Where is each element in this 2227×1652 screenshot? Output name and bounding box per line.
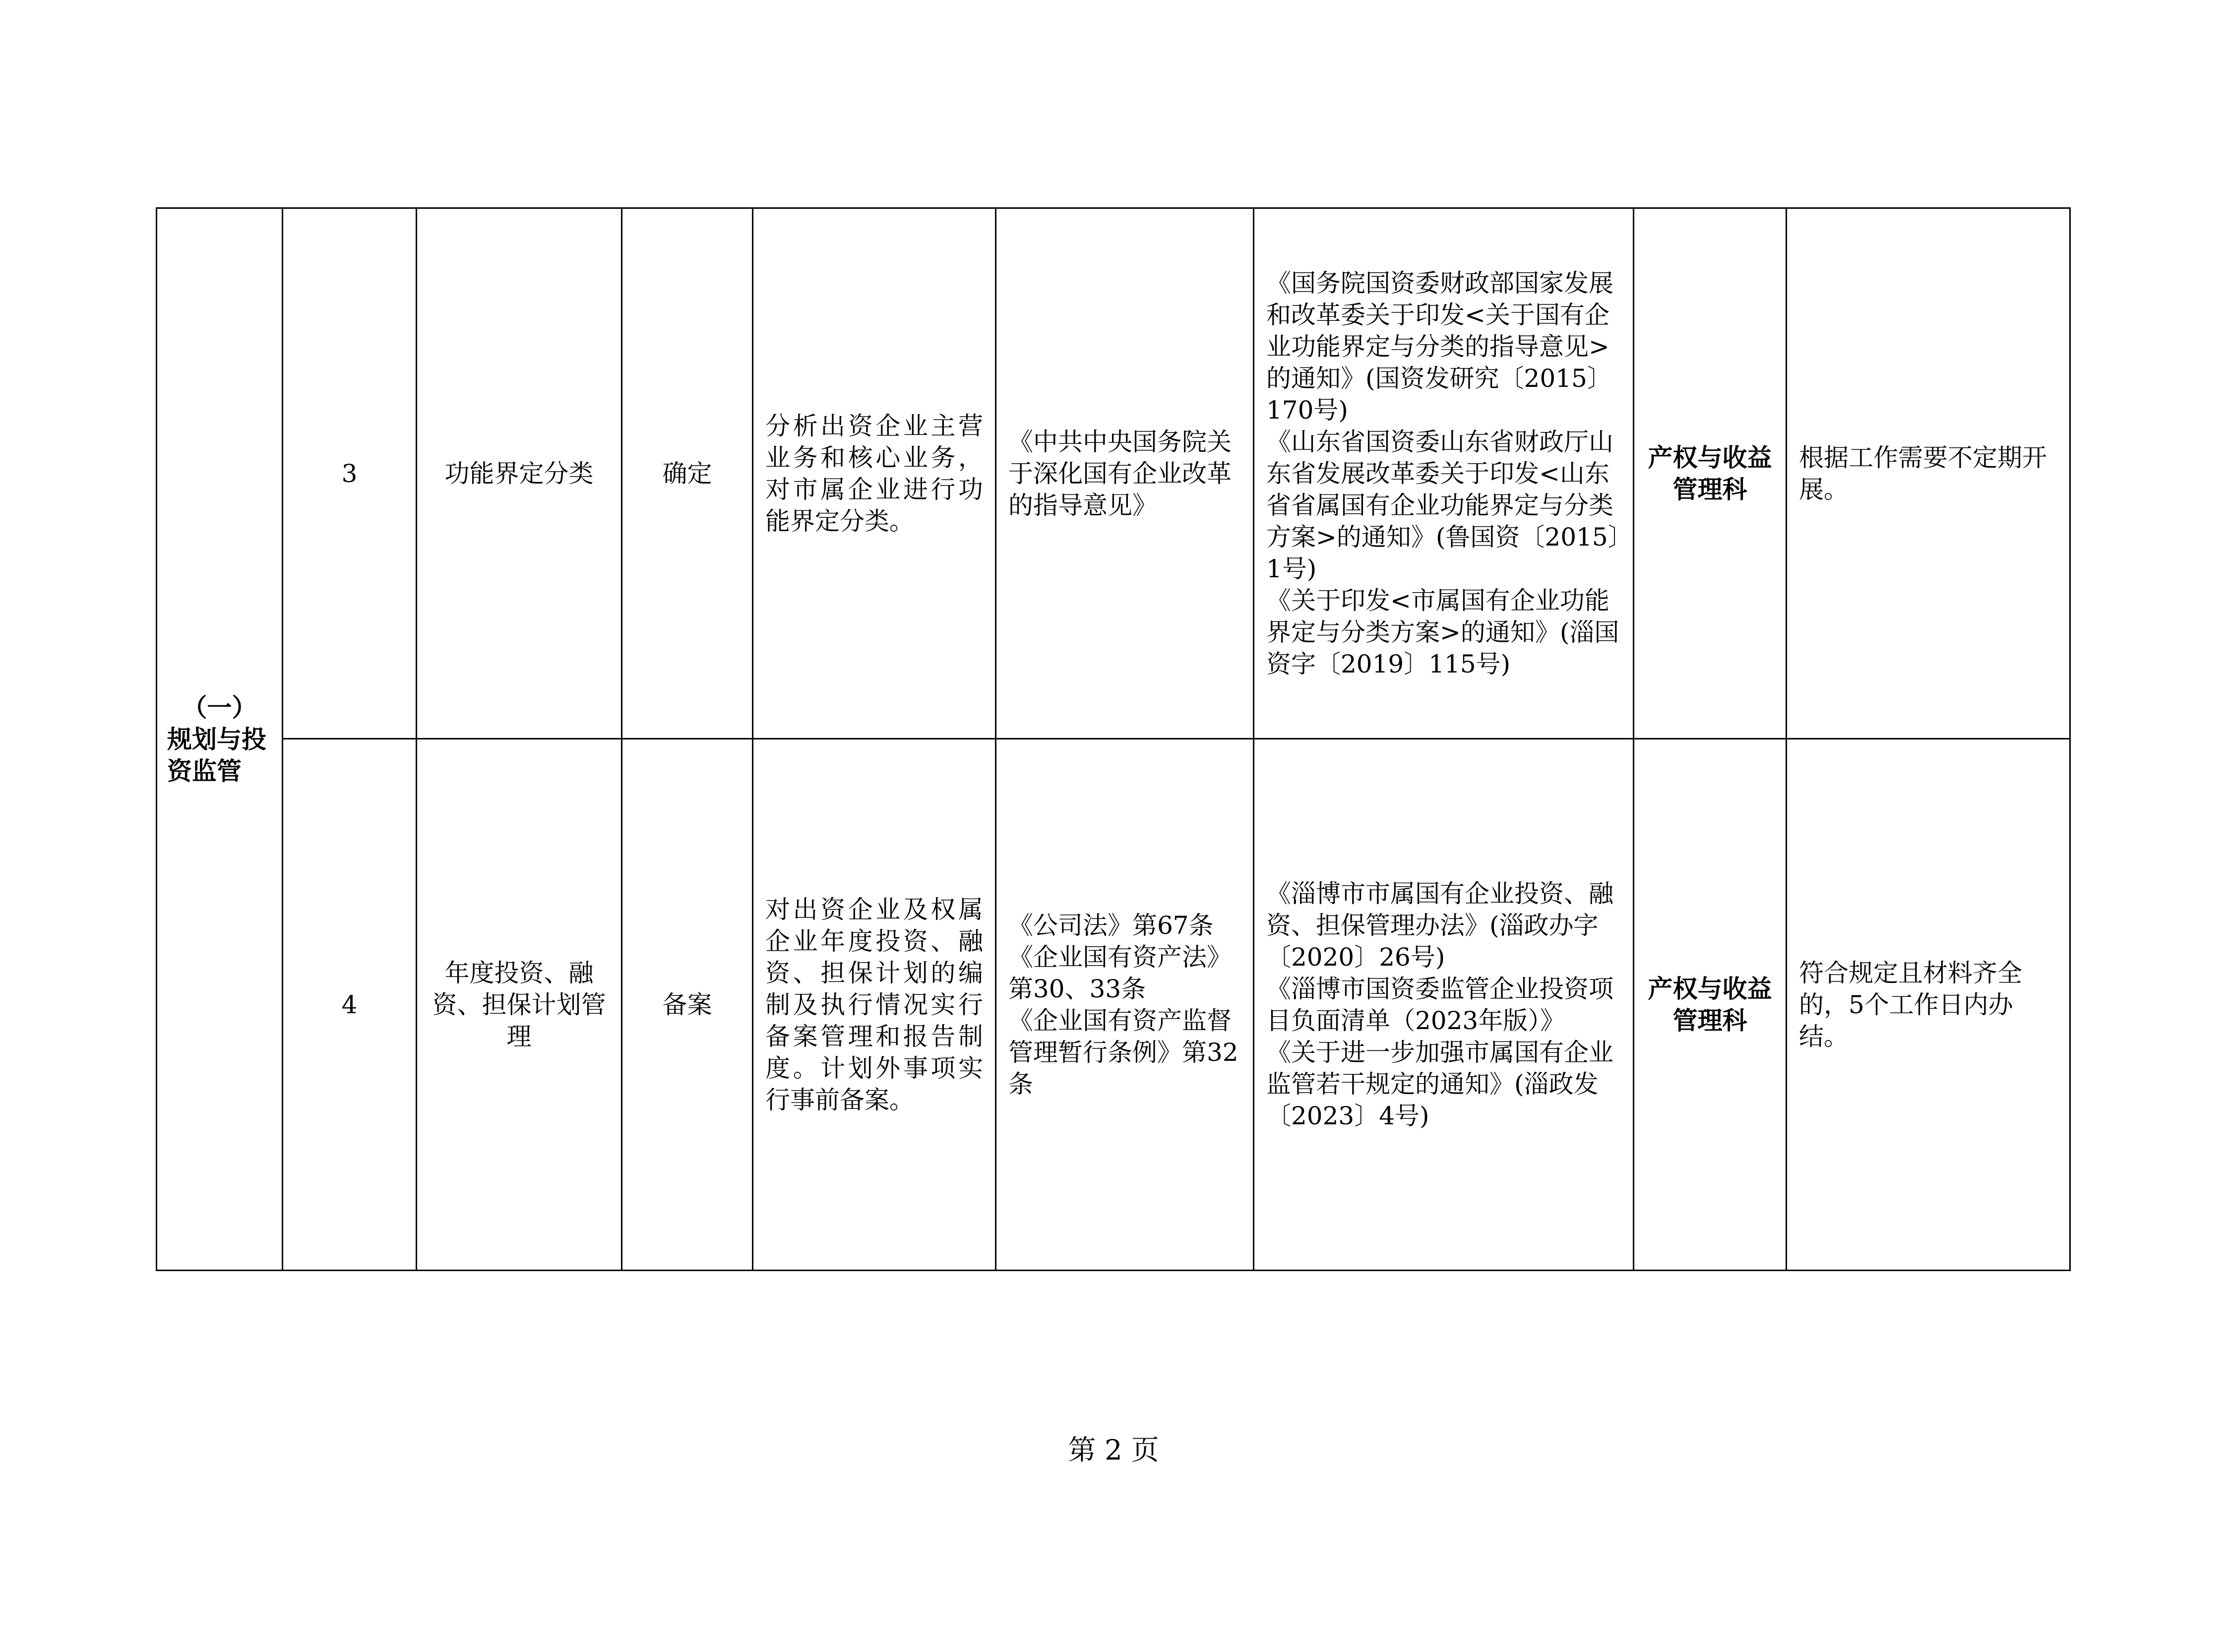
policy-basis-entry: 《关于进一步加强市属国有企业监管若干规定的通知》(淄政发〔2023〕4号) — [1266, 1038, 1613, 1130]
policy-basis-entry: 《淄博市国资委监管企业投资项目负面清单（2023年版）》 — [1266, 974, 1613, 1035]
item-number: 3 — [283, 208, 417, 739]
category-title: 规划与投资监管 — [167, 725, 266, 786]
item-policy-basis — [1254, 739, 1634, 1271]
item-content: 分析出资企业主营业务和核心业务，对市属企业进行功能界定分类。 — [753, 208, 996, 739]
law-basis-entry: 《公司法》第67条 — [1008, 911, 1214, 940]
category-number: （一） — [182, 693, 257, 722]
page-number: 第 2 页 — [1068, 1434, 1159, 1467]
law-basis-entry: 《企业国有资产法》第30、33条 — [1008, 942, 1232, 1003]
law-basis-entry: 《企业国有资产监督管理暂行条例》第32条 — [1008, 1006, 1238, 1099]
item-law-basis — [996, 739, 1254, 1271]
item-name: 功能界定分类 — [417, 208, 622, 739]
item-content: 对出资企业及权属企业年度投资、融资、担保计划的编制及执行情况实行备案管理和报告制度。计划外事项实行事前备案。 — [753, 739, 996, 1271]
item-law-basis: 《中共中央国务院关于深化国有企业改革的指导意见》 — [996, 208, 1254, 739]
item-remark: 符合规定且材料齐全的，5个工作日内办结。 — [1787, 739, 2070, 1271]
policy-basis-entry: 《山东省国资委山东省财政厅山东省发展改革委关于印发<山东省省属国有企业功能界定与分类方案>的通知》(鲁国资〔2015〕1号) — [1266, 427, 1620, 583]
policy-basis-entry: 《关于印发<市属国有企业功能界定与分类方案>的通知》(淄国资字〔2019〕115号) — [1266, 586, 1619, 678]
item-number: 4 — [283, 739, 417, 1271]
responsibility-table — [156, 207, 2071, 1271]
item-remark: 根据工作需要不定期开展。 — [1787, 208, 2070, 739]
table-row — [157, 208, 2070, 739]
item-type: 备案 — [622, 739, 753, 1271]
item-policy-basis — [1254, 208, 1634, 739]
item-type: 确定 — [622, 208, 753, 739]
policy-basis-entry: 《淄博市市属国有企业投资、融资、担保管理办法》(淄政办字〔2020〕26号) — [1266, 879, 1613, 972]
policy-basis-entry: 《国务院国资委财政部国家发展和改革委关于印发<关于国有企业功能界定与分类的指导意见>的通知》(国资发研究〔2015〕170号) — [1266, 268, 1613, 425]
responsible-department: 产权与收益管理科 — [1634, 208, 1787, 739]
item-name: 年度投资、融资、担保计划管理 — [417, 739, 622, 1271]
responsible-department: 产权与收益管理科 — [1634, 739, 1787, 1271]
category-cell — [157, 208, 283, 1271]
table-row — [157, 739, 2070, 1271]
